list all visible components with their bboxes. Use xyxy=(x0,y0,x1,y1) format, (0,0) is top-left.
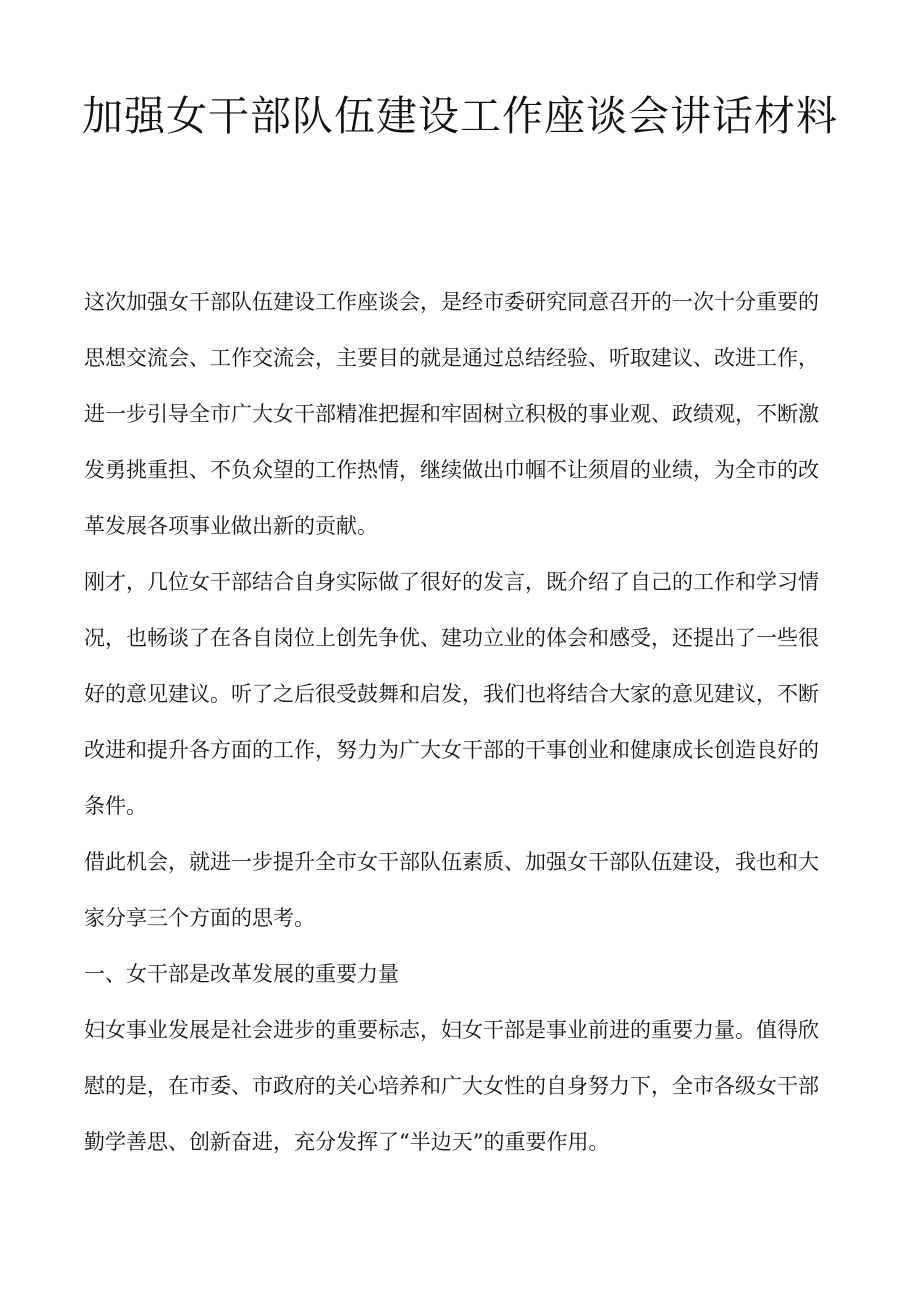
text-line: 思想交流会、工作交流会，主要目的就是通过总结经验、听取建议、改进工作， xyxy=(84,346,819,370)
text-line: 好的意见建议。听了之后很受鼓舞和启发，我们也将结合大家的意见建议，不断 xyxy=(84,682,819,706)
text-line: 进一步引导全市广大女干部精准把握和牢固树立积极的事业观、政绩观，不断激 xyxy=(84,402,819,426)
text-line: 勤学善思、创新奋进，充分发挥了“半边天”的重要作用。 xyxy=(84,1130,610,1154)
text-line: 一、女干部是改革发展的重要力量 xyxy=(84,962,399,986)
text-line: 发勇挑重担、不负众望的工作热情，继续做出巾帼不让须眉的业绩，为全市的改 xyxy=(84,458,819,482)
page-title: 加强女干部队伍建设工作座谈会讲话材料 xyxy=(82,92,838,140)
text-line: 这次加强女干部队伍建设工作座谈会，是经市委研究同意召开的一次十分重要的 xyxy=(84,290,819,314)
text-line: 刚才，几位女干部结合自身实际做了很好的发言，既介绍了自己的工作和学习情 xyxy=(84,570,819,594)
text-line: 改进和提升各方面的工作，努力为广大女干部的干事创业和健康成长创造良好的 xyxy=(84,738,819,762)
text-line: 条件。 xyxy=(84,794,147,818)
paragraph-1 xyxy=(84,284,844,564)
text-line: 慰的是，在市委、市政府的关心培养和广大女性的自身努力下，全市各级女干部 xyxy=(84,1074,819,1098)
text-line: 借此机会，就进一步提升全市女干部队伍素质、加强女干部队伍建设，我也和大 xyxy=(84,850,819,874)
paragraph-2 xyxy=(84,564,844,844)
text-line: 妇女事业发展是社会进步的重要标志，妇女干部是事业前进的重要力量。值得欣 xyxy=(84,1018,819,1042)
text-line: 革发展各项事业做出新的贡献。 xyxy=(84,514,378,538)
section-heading-1 xyxy=(84,956,844,1012)
text-line: 家分享三个方面的思考。 xyxy=(84,906,315,930)
text-line: 况，也畅谈了在各自岗位上创先争优、建功立业的体会和感受，还提出了一些很 xyxy=(84,626,819,650)
paragraph-4 xyxy=(84,1012,844,1180)
document-body xyxy=(84,284,844,1180)
paragraph-3 xyxy=(84,844,844,956)
